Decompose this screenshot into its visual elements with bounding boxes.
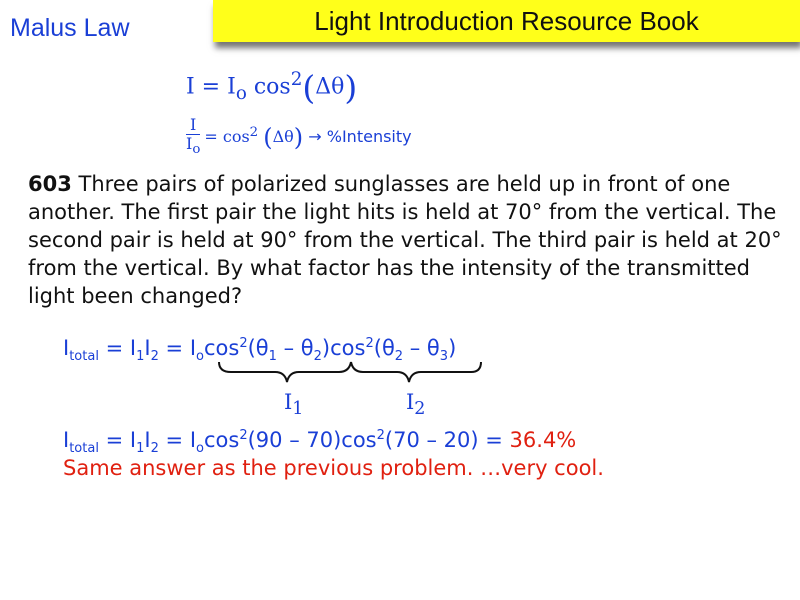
label-i2: $I_2$ <box>406 390 426 420</box>
general-formula: $I_{total} = I_1I_2 = I_o\cos^2(\theta_1 - \theta_2)\cos^2(\theta_2 - \theta_3)$ <box>63 336 457 365</box>
malus-equation: $I = I_o$ $\cos^2(\Delta\theta)$ <box>186 68 358 107</box>
eq-text: I = I <box>186 74 236 100</box>
numerator: I <box>186 116 200 135</box>
eq-text: = cos <box>204 127 250 147</box>
banner-title: Light Introduction Resource Book <box>213 0 800 42</box>
eq-arg: Δθ <box>272 127 294 147</box>
eq-arg: Δθ <box>315 74 345 100</box>
note: Same answer as the previous problem. …very cool. <box>63 456 604 480</box>
answer: 36.4% <box>509 428 577 452</box>
slide-topic: Malus Law <box>10 14 130 42</box>
eq-text: cos <box>246 74 291 100</box>
problem-statement <box>28 170 798 310</box>
label-i1: $I_1$ <box>284 390 304 420</box>
denominator: $I_o$ <box>186 134 201 158</box>
underbrace-icon <box>215 360 490 390</box>
problem-text: Three pairs of polarized sunglasses are held up in front of one another. The first pair the light hits is held at 70° from the vertical. The second pair is held at 90° from the vertical. The third pair is held at 20° from the vertical. By what factor has the intensity of the transmitted light been changed? <box>28 172 782 308</box>
eq-sup: 2 <box>249 124 259 140</box>
eq-tail: → %Intensity <box>308 127 412 147</box>
eq-sub: o <box>235 82 247 104</box>
problem-number: 603 <box>28 172 72 196</box>
ratio-equation: $\frac{I}{I_o}$ = $\cos^2 (\Delta\theta)$ → %Intensity <box>186 115 412 158</box>
fraction <box>186 116 200 159</box>
numeric-formula: $I_{total} = I_1I_2 = I_o\cos^2(90 - 70)\cos^2(70 - 20) = 36.4\%$ <box>63 428 577 457</box>
eq-sup: 2 <box>290 69 303 91</box>
